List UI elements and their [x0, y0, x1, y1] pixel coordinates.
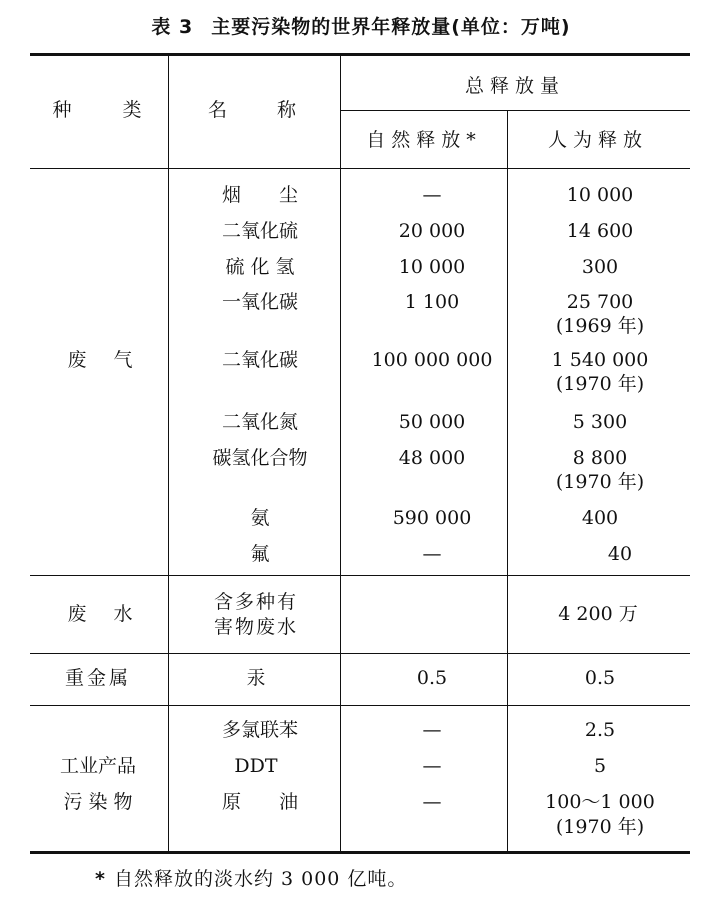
row-name: DDT — [234, 755, 278, 777]
group-label-industrial-line2: 污 染 物 — [63, 791, 133, 813]
row-human: 1 540 000 — [551, 349, 649, 371]
row-human-note: (1969 年) — [555, 315, 645, 337]
row-natural: 1 100 — [404, 291, 460, 313]
footnote — [95, 864, 407, 891]
row-natural: — — [422, 791, 442, 813]
col-divider-2 — [340, 56, 341, 851]
footnote-star: * — [95, 868, 106, 890]
row-human: 100～1 000 — [545, 791, 655, 813]
row-name-line2: 害物废水 — [213, 616, 299, 638]
row-natural: — — [422, 184, 442, 206]
row-natural: 590 000 — [392, 507, 472, 529]
row-human: 5 — [593, 755, 607, 777]
row-name-line1: 含多种有 — [213, 591, 299, 613]
row-human-note: (1970 年) — [555, 471, 645, 493]
group-label-waste-gas: 废 气 — [67, 349, 137, 371]
row-natural: — — [422, 719, 442, 741]
row-natural: 48 000 — [398, 447, 466, 469]
row-human: 300 — [581, 256, 619, 278]
row-human: 8 800 — [572, 447, 628, 469]
row-human: 0.5 — [584, 667, 616, 689]
row-natural: 20 000 — [398, 220, 466, 242]
col-divider-1 — [168, 56, 169, 851]
row-human-note: (1970 年) — [555, 816, 645, 838]
row-natural: 100 000 000 — [371, 349, 493, 371]
row-name: 多氯联苯 — [221, 719, 299, 741]
footnote-text: 自然释放的淡水约 3 000 亿吨。 — [113, 868, 408, 890]
row-name: 原 油 — [221, 791, 299, 813]
row-human: 10 000 — [566, 184, 634, 206]
water-bottom-rule — [30, 653, 690, 654]
bottom-rule — [30, 851, 690, 854]
group-label-heavy-metal: 重金属 — [64, 667, 132, 689]
row-natural: 0.5 — [416, 667, 448, 689]
gas-bottom-rule — [30, 575, 690, 576]
table-title — [0, 12, 722, 39]
row-natural: 10 000 — [398, 256, 466, 278]
group-label-waste-water: 废 水 — [67, 603, 137, 625]
col-divider-3 — [507, 111, 508, 851]
header-name: 名 称 — [207, 99, 301, 121]
row-human: 25 700 — [566, 291, 634, 313]
row-name: 氨 — [250, 507, 270, 529]
row-name: 汞 — [246, 667, 266, 689]
header-total: 总释放量 — [464, 75, 566, 97]
top-rule — [30, 53, 690, 56]
row-human-note: (1970 年) — [555, 373, 645, 395]
row-name: 二氧化硫 — [221, 220, 299, 242]
header-category: 种 类 — [52, 99, 158, 121]
row-human: 400 — [581, 507, 619, 529]
header-bottom-rule — [30, 168, 690, 169]
row-name: 硫 化 氢 — [225, 256, 295, 278]
row-name: 烟 尘 — [221, 184, 299, 206]
row-natural: — — [422, 543, 442, 565]
row-name: 二氧化氮 — [221, 411, 299, 433]
row-human: 40 — [607, 543, 633, 565]
row-human: 4 200 万 — [558, 603, 638, 625]
row-name: 氟 — [250, 543, 270, 565]
header-natural: 自然释放* — [366, 129, 482, 151]
metal-bottom-rule — [30, 705, 690, 706]
row-human: 5 300 — [572, 411, 628, 433]
row-natural: — — [422, 755, 442, 777]
group-label-industrial-line1: 工业产品 — [59, 755, 137, 777]
row-name: 二氧化碳 — [221, 349, 299, 371]
row-natural: 50 000 — [398, 411, 466, 433]
header-sub-rule — [340, 110, 690, 111]
row-name: 碳氢化合物 — [212, 447, 308, 469]
header-human: 人为释放 — [547, 129, 649, 151]
row-name: 一氧化碳 — [221, 291, 299, 313]
table-number: 表 3 — [151, 16, 194, 38]
table-caption: 主要污染物的世界年释放量(单位：万吨) — [211, 16, 571, 38]
row-human: 14 600 — [566, 220, 634, 242]
row-human: 2.5 — [584, 719, 616, 741]
